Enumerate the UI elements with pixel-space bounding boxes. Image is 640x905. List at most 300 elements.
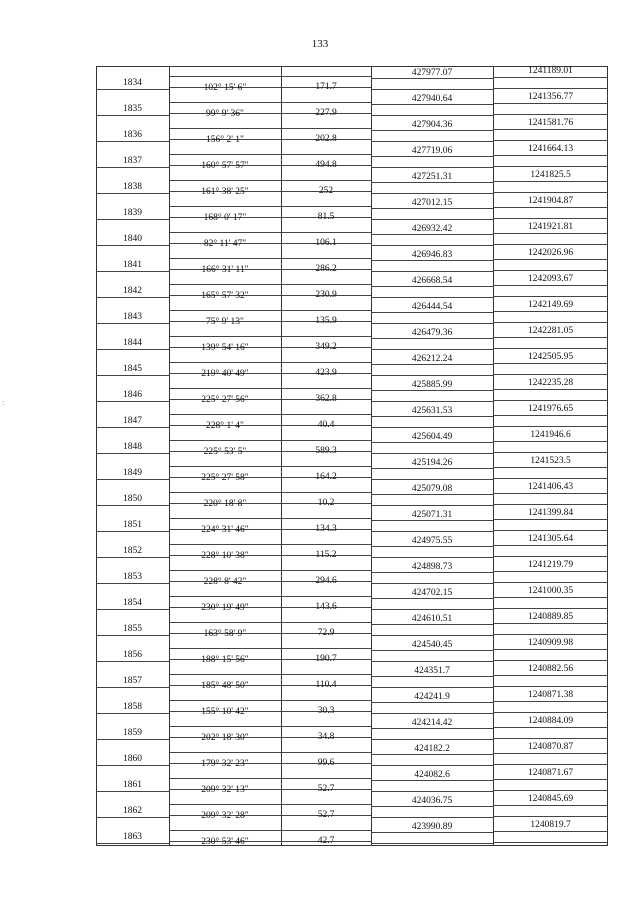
x-coordinate-cell: 424036.75 xyxy=(411,796,453,806)
row-rule xyxy=(371,245,493,246)
row-rule xyxy=(493,478,608,479)
y-coordinate-cell: 1241581.76 xyxy=(527,118,574,128)
row-rule xyxy=(493,816,608,817)
x-coordinate-cell: 424610.51 xyxy=(411,614,453,624)
row-rule xyxy=(169,752,281,753)
row-rule xyxy=(169,570,281,571)
point-cell: 1859 xyxy=(123,728,142,738)
y-coordinate-cell: 1241406.43 xyxy=(527,482,574,492)
row-rule xyxy=(493,426,608,427)
distance-cell: 164.2 xyxy=(315,472,337,482)
table-row xyxy=(96,456,608,482)
row-rule xyxy=(371,702,493,703)
table-row xyxy=(96,560,608,586)
y-coordinate-cell: 1240819.7 xyxy=(530,820,571,830)
angle-cell: 166° 31' 11" xyxy=(201,265,249,275)
y-coordinate-cell: 1241305.64 xyxy=(527,534,574,544)
row-rule xyxy=(493,415,608,416)
table-row xyxy=(96,638,608,664)
table-row xyxy=(96,508,608,534)
row-rule xyxy=(493,452,608,453)
row-rule xyxy=(96,89,169,90)
x-coordinate-cell: 426932.42 xyxy=(411,224,453,234)
row-rule xyxy=(169,180,281,181)
row-rule xyxy=(281,700,371,701)
row-rule xyxy=(281,674,371,675)
row-rule xyxy=(281,76,371,77)
row-rule xyxy=(371,843,493,844)
distance-cell: 52.7 xyxy=(317,784,335,794)
row-rule xyxy=(493,493,608,494)
row-rule xyxy=(169,102,281,103)
table-row xyxy=(96,274,608,300)
distance-cell: 52.7 xyxy=(317,810,335,820)
row-rule xyxy=(169,518,281,519)
point-cell: 1836 xyxy=(123,130,142,140)
row-rule xyxy=(169,830,281,831)
row-rule xyxy=(493,805,608,806)
distance-cell: 227.9 xyxy=(315,108,337,118)
row-rule xyxy=(281,414,371,415)
row-rule xyxy=(371,234,493,235)
row-rule xyxy=(96,453,169,454)
row-rule xyxy=(169,76,281,77)
row-rule xyxy=(493,181,608,182)
table-row xyxy=(96,768,608,794)
row-rule xyxy=(96,713,169,714)
table-row xyxy=(96,794,608,820)
row-rule xyxy=(493,738,608,739)
x-coordinate-cell: 426212.24 xyxy=(411,354,453,364)
point-cell: 1858 xyxy=(123,702,142,712)
row-rule xyxy=(371,156,493,157)
y-coordinate-cell: 1241825.5 xyxy=(530,170,571,180)
row-rule xyxy=(281,492,371,493)
angle-cell: 225° 53' 5" xyxy=(203,447,247,457)
row-rule xyxy=(169,258,281,259)
row-rule xyxy=(96,531,169,532)
row-rule xyxy=(493,556,608,557)
row-rule xyxy=(371,505,493,506)
row-rule xyxy=(371,479,493,480)
distance-cell: 423.9 xyxy=(315,368,337,378)
point-cell: 1839 xyxy=(123,208,142,218)
x-coordinate-cell: 425631.53 xyxy=(411,406,453,416)
row-rule xyxy=(281,778,371,779)
row-rule xyxy=(493,389,608,390)
row-rule xyxy=(493,727,608,728)
table-row xyxy=(96,404,608,430)
distance-cell: 362.8 xyxy=(315,394,337,404)
margin-mark: : xyxy=(2,398,5,407)
row-rule xyxy=(169,544,281,545)
distance-cell: 99.6 xyxy=(317,758,335,768)
angle-cell: 75° 9' 13" xyxy=(206,317,244,327)
row-rule xyxy=(169,284,281,285)
distance-cell: 30.3 xyxy=(317,706,335,716)
row-rule xyxy=(493,400,608,401)
row-rule xyxy=(169,622,281,623)
page-number: 133 xyxy=(311,38,329,50)
row-rule xyxy=(371,780,493,781)
row-rule xyxy=(96,791,169,792)
row-rule xyxy=(96,817,169,818)
row-rule xyxy=(281,544,371,545)
row-rule xyxy=(169,726,281,727)
row-rule xyxy=(169,778,281,779)
row-rule xyxy=(493,634,608,635)
distance-cell: 494.8 xyxy=(315,160,337,170)
row-rule xyxy=(493,842,608,843)
point-cell: 1863 xyxy=(123,832,142,842)
y-coordinate-cell: 1242093.67 xyxy=(527,274,574,284)
table-row xyxy=(96,222,608,248)
table-row xyxy=(96,170,608,196)
row-rule xyxy=(371,531,493,532)
row-rule xyxy=(96,401,169,402)
row-rule xyxy=(371,130,493,131)
table-row xyxy=(96,742,608,768)
point-cell: 1848 xyxy=(123,442,142,452)
distance-cell: 171.7 xyxy=(315,82,337,92)
angle-cell: 220° 18' 8" xyxy=(203,499,247,509)
y-coordinate-cell: 1240882.56 xyxy=(527,664,574,674)
row-rule xyxy=(371,635,493,636)
row-rule xyxy=(281,518,371,519)
row-rule xyxy=(371,546,493,547)
row-rule xyxy=(169,414,281,415)
table-row xyxy=(96,482,608,508)
row-rule xyxy=(169,388,281,389)
table-row xyxy=(96,196,608,222)
row-rule xyxy=(281,752,371,753)
point-cell: 1852 xyxy=(123,546,142,556)
point-cell: 1844 xyxy=(123,338,142,348)
point-cell: 1860 xyxy=(123,754,142,764)
row-rule xyxy=(371,468,493,469)
row-rule xyxy=(371,453,493,454)
row-rule xyxy=(281,648,371,649)
y-coordinate-cell: 1242026.96 xyxy=(527,248,574,258)
x-coordinate-cell: 427940.64 xyxy=(411,94,453,104)
angle-cell: 230° 19' 49" xyxy=(201,603,249,613)
distance-cell: 190.7 xyxy=(315,654,337,664)
row-rule xyxy=(96,219,169,220)
angle-cell: 188° 15' 56" xyxy=(201,655,249,665)
x-coordinate-cell: 424898.73 xyxy=(411,562,453,572)
table-row xyxy=(96,716,608,742)
row-rule xyxy=(493,77,608,78)
row-rule xyxy=(493,337,608,338)
row-rule xyxy=(493,441,608,442)
row-rule xyxy=(493,712,608,713)
row-rule xyxy=(493,244,608,245)
row-rule xyxy=(96,141,169,142)
point-cell: 1862 xyxy=(123,806,142,816)
angle-cell: 219° 40' 49" xyxy=(201,369,249,379)
y-coordinate-cell: 1242505.95 xyxy=(527,352,574,362)
angle-cell: 228° 1' 4" xyxy=(206,421,244,431)
table-row xyxy=(96,586,608,612)
row-rule xyxy=(493,764,608,765)
point-cell: 1835 xyxy=(123,104,142,114)
point-cell: 1834 xyxy=(123,78,142,88)
point-cell: 1842 xyxy=(123,286,142,296)
point-cell: 1841 xyxy=(123,260,142,270)
y-coordinate-cell: 1241000.35 xyxy=(527,586,574,596)
row-rule xyxy=(169,648,281,649)
angle-cell: 160° 57' 57" xyxy=(201,161,249,171)
y-coordinate-cell: 1241356.77 xyxy=(527,92,574,102)
row-rule xyxy=(96,479,169,480)
row-rule xyxy=(96,245,169,246)
row-rule xyxy=(371,167,493,168)
angle-cell: 209° 32' 28" xyxy=(201,811,249,821)
row-rule xyxy=(281,622,371,623)
x-coordinate-cell: 424082.6 xyxy=(414,770,450,780)
table-row xyxy=(96,118,608,144)
angle-cell: 163° 58' 9" xyxy=(203,629,247,639)
angle-cell: 102° 15' 6" xyxy=(203,83,247,93)
row-rule xyxy=(493,660,608,661)
y-coordinate-cell: 1241921.81 xyxy=(527,222,574,232)
row-rule xyxy=(371,323,493,324)
row-rule xyxy=(493,545,608,546)
y-coordinate-cell: 1240845.69 xyxy=(527,794,574,804)
y-coordinate-cell: 1241523.5 xyxy=(530,456,571,466)
row-rule xyxy=(493,582,608,583)
row-rule xyxy=(281,154,371,155)
row-rule xyxy=(371,806,493,807)
row-rule xyxy=(281,388,371,389)
distance-cell: 286.2 xyxy=(315,264,337,274)
row-rule xyxy=(493,374,608,375)
y-coordinate-cell: 1241664.13 xyxy=(527,144,574,154)
angle-cell: 230° 53' 46" xyxy=(201,837,249,847)
x-coordinate-cell: 423990.89 xyxy=(411,822,453,832)
row-rule xyxy=(96,843,169,844)
row-rule xyxy=(281,102,371,103)
point-cell: 1851 xyxy=(123,520,142,530)
row-rule xyxy=(493,285,608,286)
row-rule xyxy=(371,401,493,402)
row-rule xyxy=(493,259,608,260)
row-rule xyxy=(281,128,371,129)
row-rule xyxy=(371,104,493,105)
angle-cell: 82° 11' 47" xyxy=(203,239,247,249)
row-rule xyxy=(493,831,608,832)
row-rule xyxy=(371,598,493,599)
distance-cell: 34.8 xyxy=(317,732,335,742)
row-rule xyxy=(281,232,371,233)
y-coordinate-cell: 1240909.98 xyxy=(527,638,574,648)
row-rule xyxy=(493,530,608,531)
y-coordinate-cell: 1240870.87 xyxy=(527,742,574,752)
distance-cell: 40.4 xyxy=(317,420,335,430)
row-rule xyxy=(493,571,608,572)
row-rule xyxy=(96,271,169,272)
angle-cell: 185° 48' 50" xyxy=(201,681,249,691)
row-rule xyxy=(281,570,371,571)
row-rule xyxy=(371,260,493,261)
angle-cell: 228° 10' 38" xyxy=(201,551,249,561)
row-rule xyxy=(493,129,608,130)
point-cell: 1847 xyxy=(123,416,142,426)
row-rule xyxy=(371,208,493,209)
x-coordinate-cell: 424241.9 xyxy=(414,692,450,702)
y-coordinate-cell: 1241219.79 xyxy=(527,560,574,570)
row-rule xyxy=(169,492,281,493)
point-cell: 1850 xyxy=(123,494,142,504)
distance-cell: 110.4 xyxy=(315,680,337,690)
row-rule xyxy=(281,336,371,337)
row-rule xyxy=(371,572,493,573)
row-rule xyxy=(281,310,371,311)
table-row xyxy=(96,352,608,378)
row-rule xyxy=(493,597,608,598)
distance-cell: 589.3 xyxy=(315,446,337,456)
row-rule xyxy=(169,674,281,675)
row-rule xyxy=(281,830,371,831)
x-coordinate-cell: 424182.2 xyxy=(414,744,450,754)
row-rule xyxy=(371,520,493,521)
x-coordinate-cell: 425071.31 xyxy=(411,510,453,520)
row-rule xyxy=(371,494,493,495)
row-rule xyxy=(371,713,493,714)
row-rule xyxy=(371,390,493,391)
y-coordinate-cell: 1241399.84 xyxy=(527,508,574,518)
point-cell: 1838 xyxy=(123,182,142,192)
table-row xyxy=(96,248,608,274)
row-rule xyxy=(493,88,608,89)
row-rule xyxy=(371,739,493,740)
distance-cell: 143.6 xyxy=(315,602,337,612)
row-rule xyxy=(493,623,608,624)
row-rule xyxy=(169,596,281,597)
row-rule xyxy=(371,728,493,729)
distance-cell: 72.9 xyxy=(317,628,335,638)
x-coordinate-cell: 425885.99 xyxy=(411,380,453,390)
row-rule xyxy=(493,270,608,271)
row-rule xyxy=(371,427,493,428)
point-cell: 1856 xyxy=(123,650,142,660)
row-rule xyxy=(371,650,493,651)
row-rule xyxy=(371,442,493,443)
point-cell: 1861 xyxy=(123,780,142,790)
angle-cell: 224° 31' 46" xyxy=(201,525,249,535)
x-coordinate-cell: 425194.26 xyxy=(411,458,453,468)
point-cell: 1853 xyxy=(123,572,142,582)
angle-cell: 179° 32' 23" xyxy=(201,759,249,769)
x-coordinate-cell: 424702.15 xyxy=(411,588,453,598)
distance-cell: 81.5 xyxy=(317,212,335,222)
row-rule xyxy=(281,180,371,181)
angle-cell: 155° 10' 42" xyxy=(201,707,249,717)
row-rule xyxy=(96,661,169,662)
row-rule xyxy=(493,779,608,780)
x-coordinate-cell: 427719.06 xyxy=(411,146,453,156)
distance-cell: 134.3 xyxy=(315,524,337,534)
x-coordinate-cell: 426668.54 xyxy=(411,276,453,286)
row-rule xyxy=(493,504,608,505)
row-rule xyxy=(96,765,169,766)
point-cell: 1849 xyxy=(123,468,142,478)
row-rule xyxy=(371,364,493,365)
row-rule xyxy=(371,115,493,116)
row-rule xyxy=(371,557,493,558)
row-rule xyxy=(281,726,371,727)
y-coordinate-cell: 1241976.65 xyxy=(527,404,574,414)
row-rule xyxy=(96,297,169,298)
row-rule xyxy=(281,362,371,363)
row-rule xyxy=(281,440,371,441)
row-rule xyxy=(281,206,371,207)
row-rule xyxy=(96,635,169,636)
row-rule xyxy=(371,416,493,417)
y-coordinate-cell: 1240884.09 xyxy=(527,716,574,726)
row-rule xyxy=(96,115,169,116)
table-row xyxy=(96,534,608,560)
row-rule xyxy=(96,375,169,376)
row-rule xyxy=(493,114,608,115)
row-rule xyxy=(371,78,493,79)
point-cell: 1843 xyxy=(123,312,142,322)
row-rule xyxy=(493,348,608,349)
table-row xyxy=(96,300,608,326)
row-rule xyxy=(371,312,493,313)
x-coordinate-cell: 426479.36 xyxy=(411,328,453,338)
distance-cell: 115.2 xyxy=(315,550,337,560)
row-rule xyxy=(493,649,608,650)
row-rule xyxy=(281,466,371,467)
row-rule xyxy=(96,583,169,584)
point-cell: 1855 xyxy=(123,624,142,634)
row-rule xyxy=(493,686,608,687)
angle-cell: 165° 57' 32" xyxy=(201,291,249,301)
x-coordinate-cell: 427012.15 xyxy=(411,198,453,208)
x-coordinate-cell: 427977.07 xyxy=(411,68,453,78)
table-row xyxy=(96,690,608,716)
distance-cell: 10.2 xyxy=(317,498,335,508)
row-rule xyxy=(281,596,371,597)
table-row xyxy=(96,612,608,638)
angle-cell: 225° 27' 56" xyxy=(201,395,249,405)
row-rule xyxy=(493,166,608,167)
row-rule xyxy=(281,284,371,285)
row-rule xyxy=(493,311,608,312)
row-rule xyxy=(169,362,281,363)
row-rule xyxy=(169,466,281,467)
row-rule xyxy=(371,375,493,376)
table-row xyxy=(96,326,608,352)
row-rule xyxy=(493,701,608,702)
row-rule xyxy=(169,128,281,129)
row-rule xyxy=(371,583,493,584)
row-rule xyxy=(371,349,493,350)
x-coordinate-cell: 425079.08 xyxy=(411,484,453,494)
x-coordinate-cell: 425604.49 xyxy=(411,432,453,442)
row-rule xyxy=(96,609,169,610)
row-rule xyxy=(371,89,493,90)
row-rule xyxy=(96,557,169,558)
x-coordinate-cell: 424351.7 xyxy=(414,666,450,676)
angle-cell: 225° 27' 58" xyxy=(201,473,249,483)
y-coordinate-cell: 1240871.67 xyxy=(527,768,574,778)
row-rule xyxy=(371,765,493,766)
row-rule xyxy=(96,193,169,194)
x-coordinate-cell: 426946.83 xyxy=(411,250,453,260)
y-coordinate-cell: 1242149.69 xyxy=(527,300,574,310)
